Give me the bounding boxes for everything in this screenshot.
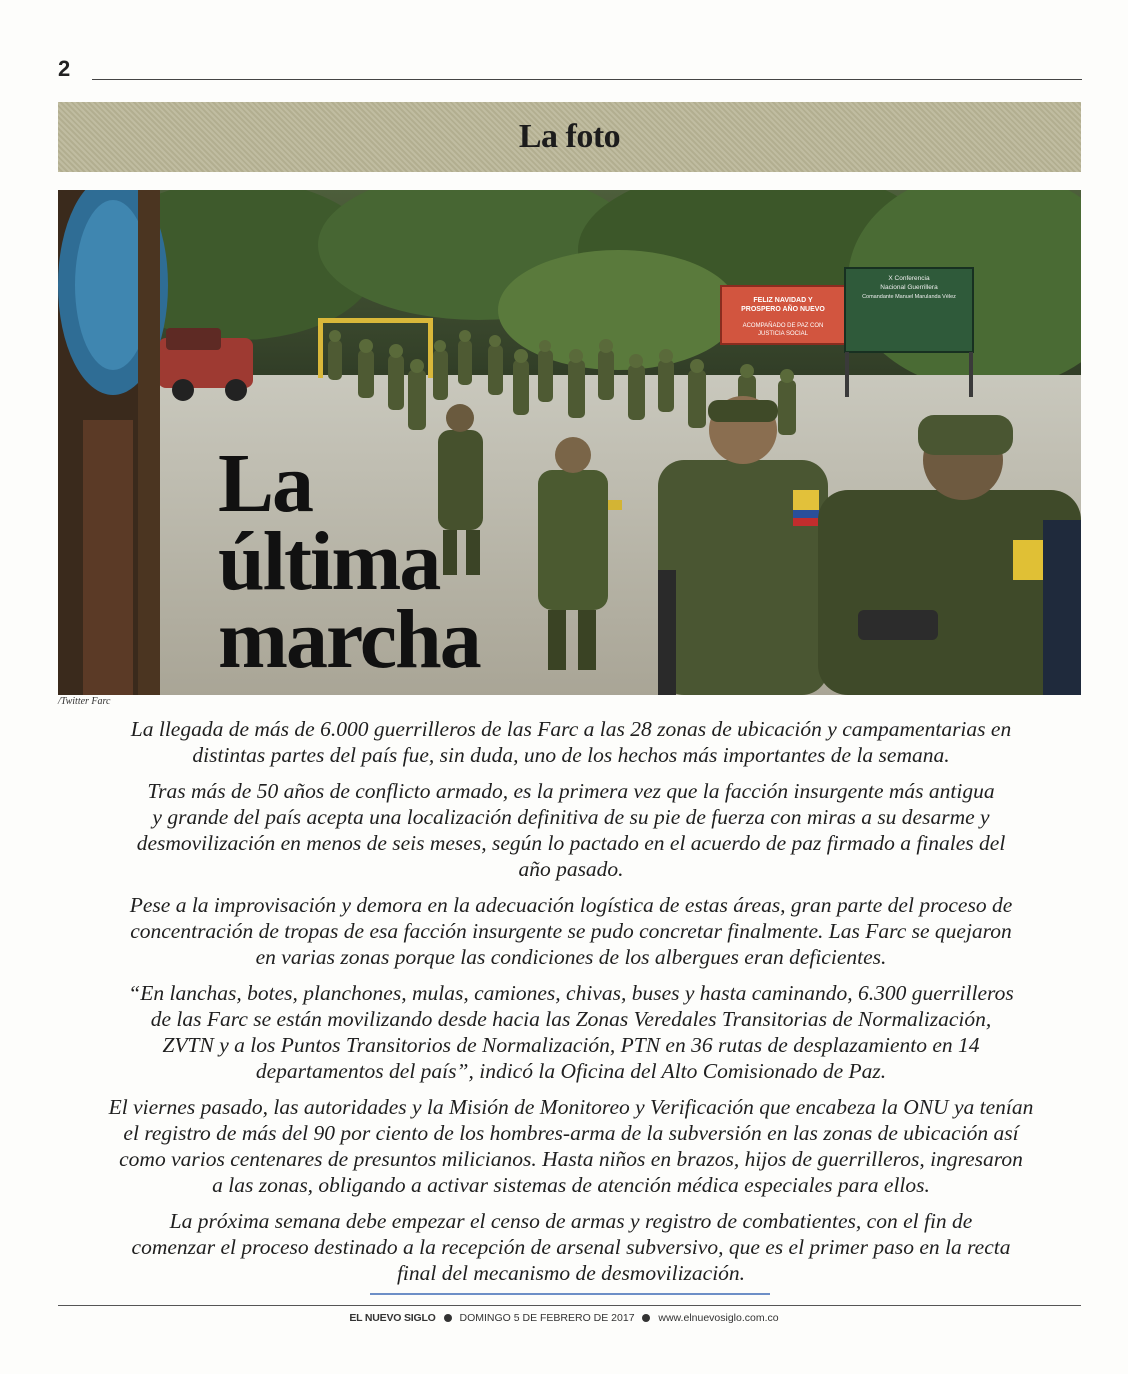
footer-date: DOMINGO 5 DE FEBRERO DE 2017 [459,1312,635,1324]
top-rule [92,79,1082,80]
article-paragraph [58,892,1084,970]
line: el registro de más del 90 por ciento de los hombres-arma de la subversión en las zonas de ubicación así [123,1121,1019,1145]
line: de las Farc se están movilizando desde hacia las Zonas Veredales Transitorias de Normalización, [150,1007,992,1031]
line: como varios centenares de presuntos milicianos. Hasta niños en brazos, hijos de guerrilleros, ingresaron [119,1147,1023,1171]
sign-left-line-2: PROSPERO AÑO NUEVO [741,306,825,313]
line: y grande del país acepta una localización definitiva de su pie de fuerza con miras a su desarme y [152,805,990,829]
photo-credit: /Twitter Farc [58,696,111,707]
page-number: 2 [58,56,71,81]
line: en varias zonas porque las condiciones de los albergues eran deficientes. [255,945,887,969]
sign-left-line-3: ACOMPAÑADO DE PAZ CON [742,323,824,329]
sign-left-line-1: FELIZ NAVIDAD Y [753,297,813,304]
footer-url[interactable]: www.elnuevosiglo.com.co [658,1312,779,1324]
line: ZVTN y a los Puntos Transitorios de Normalización, PTN en 36 rutas de desplazamiento en 14 [162,1033,980,1057]
photo-headline [218,437,480,686]
photo-illustration [58,190,1081,695]
sign-right-line-1: X Conferencia [888,275,930,282]
sign-right-line-3: Comandante Manuel Marulanda Vélez [862,294,956,300]
sign-left-line-4: JUSTICIA SOCIAL [757,331,809,337]
line: Pese a la improvisación y demora en la adecuación logística de estas áreas, gran parte del proceso de [129,893,1013,917]
line: “En lanchas, botes, planchones, mulas, camiones, chivas, buses y hasta caminando, 6.300 guerrilleros [128,981,1014,1005]
headline-line-2: última [218,515,440,608]
line: Tras más de 50 años de conflicto armado, es la primera vez que la facción insurgente más antigua [147,779,995,803]
article-paragraph [58,980,1084,1084]
footer-brand: EL NUEVO SIGLO [349,1312,436,1324]
article-paragraph [58,778,1084,882]
section-band [58,102,1081,172]
article-body [58,716,1084,1296]
bullet-icon [642,1314,650,1322]
line: departamentos del país”, indicó la Oficina del Alto Comisionado de Paz. [255,1059,887,1083]
line: a las zonas, obligando a activar sistemas de atención médica especiales para ellos. [212,1173,930,1197]
bullet-icon [444,1314,452,1322]
headline-line-3: marcha [218,593,480,686]
line: desmovilización en menos de seis meses, según lo pactado en el acuerdo de paz firmado a finales del [136,831,1006,855]
line: concentración de tropas de esa facción insurgente se pudo concretar finalmente. Las Farc se quejaron [130,919,1012,943]
feature-photo [58,190,1081,695]
page-footer [0,1312,1128,1324]
line: La llegada de más de 6.000 guerrilleros de las Farc a las 28 zonas de ubicación y campamentarias en [130,717,1012,741]
article-paragraph [58,1208,1084,1286]
line: distintas partes del país fue, sin duda, uno de los hechos más importantes de la semana. [192,743,950,767]
article-paragraph [58,1094,1084,1198]
line: La próxima semana debe empezar el censo de armas y registro de combatientes, con el fin de [169,1209,973,1233]
line: El viernes pasado, las autoridades y la Misión de Monitoreo y Verificación que encabeza la ONU ya tenían [108,1095,1034,1119]
line: año pasado. [518,857,624,881]
line: final del mecanismo de desmovilización. [396,1261,746,1285]
section-title: La foto [518,118,621,155]
accent-rule [370,1293,770,1295]
footer-rule [58,1305,1081,1306]
line: comenzar el proceso destinado a la recepción de arsenal subversivo, que es el primer paso en la recta [131,1235,1011,1259]
sign-right-line-2: Nacional Guerrillera [880,284,938,291]
headline-line-1: La [218,437,313,530]
article-paragraph [58,716,1084,768]
